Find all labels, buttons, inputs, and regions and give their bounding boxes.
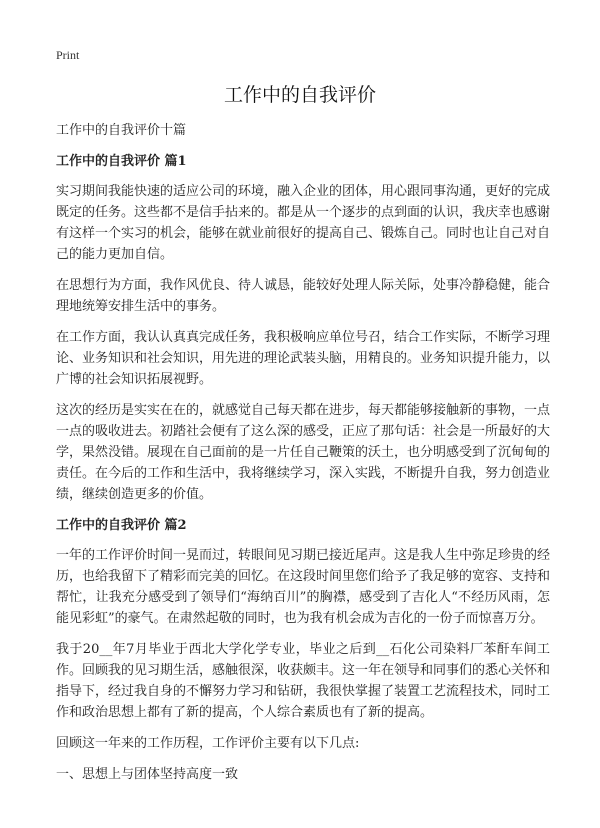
section-heading-2: 工作中的自我评价 篇2 <box>56 518 187 533</box>
paragraph: 在思想行为方面，我作风优良、待人诚恳，能较好处理人际关际，处事冷静稳健，能合理地统筹安排生活中的事务。 <box>56 278 551 314</box>
paragraph: 在工作方面，我认认真真完成任务，我积极响应单位号召，结合工作实际，不断学习理论、业务知识和社会知识，用先进的理论武装头脑，用精良的。业务知识提升能力，以广博的社会知识拓展视野。 <box>56 330 551 387</box>
paragraph: 实习期间我能快速的适应公司的环境，融入企业的团体，用心跟同事沟通，更好的完成既定的任务。这些都不是信手拈来的。都是从一个逐步的点到面的认识，我庆幸也感谢有这样一个实习的机会，能够在就业前很好的提高自己、锻炼自己。同时也让自己对自己的能力更加自信。 <box>56 184 551 262</box>
paragraph: 一年的工作评价时间一晃而过，转眼间见习期已接近尾声。这是我人生中弥足珍贵的经历，也给我留下了精彩而完美的回忆。在这段时间里您们给予了我足够的宽容、支持和帮忙，让我充分感受到了领导们“海纳百川”的胸襟，感受到了吉化人“不经历风雨，怎能见彩虹”的豪气。在肃然起敬的同时，也为我有机会成为吉化的一份子而惊喜万分。 <box>56 548 551 626</box>
paragraph: 回顾这一年来的工作历程，工作评价主要有以下几点: <box>56 736 360 751</box>
document-body <box>56 120 550 795</box>
paragraph: 我于20__年7月毕业于西北大学化学专业，毕业之后到__石化公司染料厂苯酐车间工作。回顾我的见习期生活，感触很深，收获颇丰。这一年在领导和同事们的悉心关怀和指导下，经过我自身的不懈努力学习和钻研，我很快掌握了装置工艺流程技术，同时工作和政治思想上都有了新的提高，个人综合素质也有了新的提高。 <box>56 642 551 720</box>
print-label: Print <box>56 48 80 62</box>
section-heading-1: 工作中的自我评价 篇1 <box>56 154 187 169</box>
paragraph: 这次的经历是实实在在的，就感觉自己每天都在进步，每天都能够接触新的事物，一点一点的吸收进去。初踏社会便有了这么深的感受，正应了那句话：社会是一所最好的大学，果然没错。展现在自己面前的是一片任自己鞭策的沃土，也分明感受到了沉甸甸的责任。在今后的工作和生活中，我将继续学习，深入实践，不断提升自我，努力创造业绩，继续创造更多的价值。 <box>56 403 551 502</box>
document-subtitle: 工作中的自我评价十篇 <box>56 123 187 138</box>
paragraph: 一、思想上与团体坚持高度一致 <box>56 767 239 782</box>
page-title: 工作中的自我评价 <box>223 84 376 106</box>
